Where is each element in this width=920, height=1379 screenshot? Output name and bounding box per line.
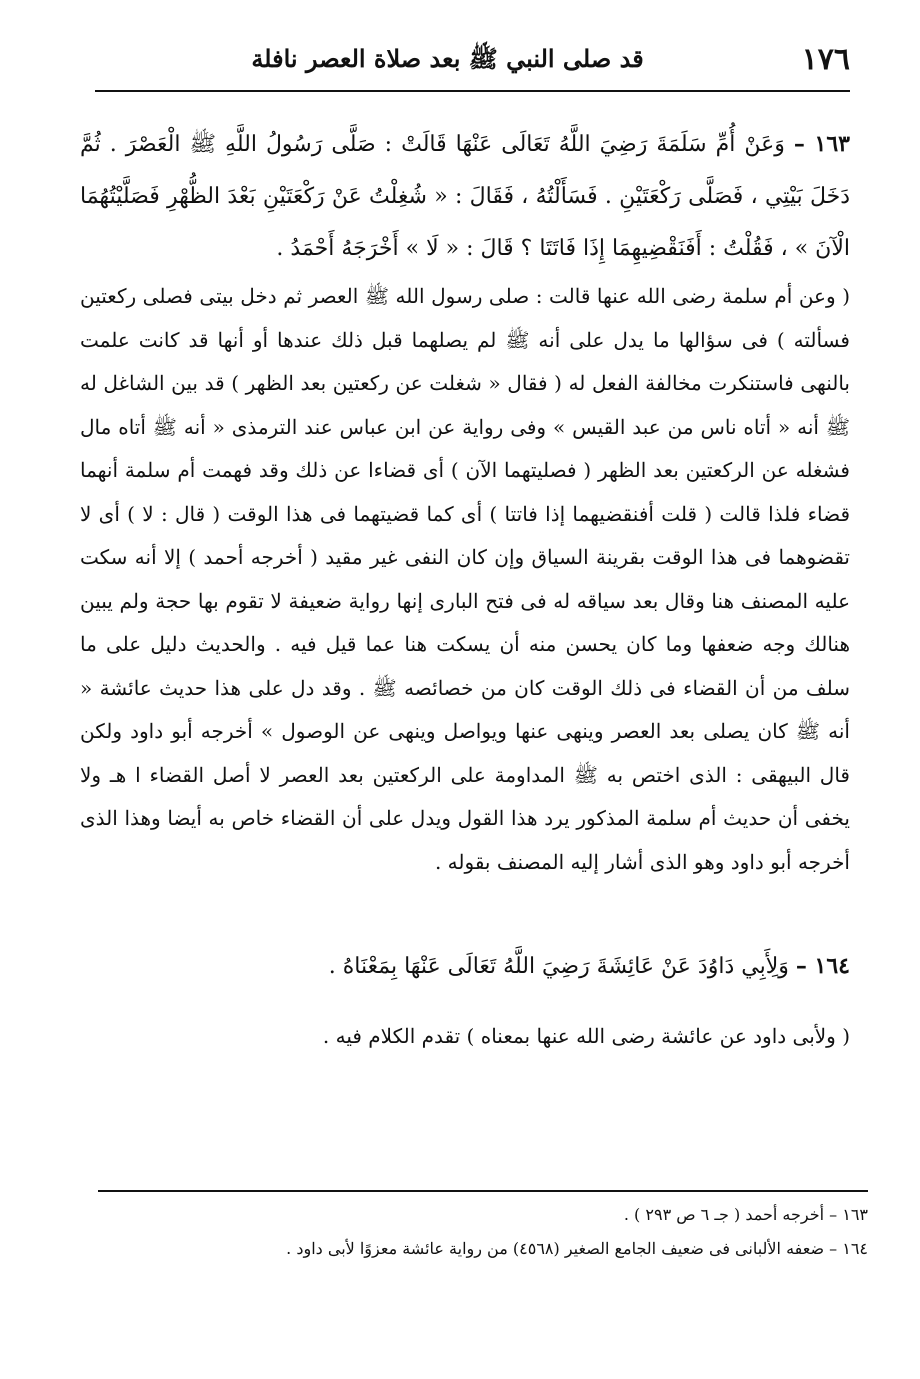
hadith-number: ١٦٣ – (793, 131, 850, 157)
hadith-text: وَعَنْ أُمِّ سَلَمَةَ رَضِيَ اللَّهُ تَعَالَى عَنْهَا قَالَتْ : صَلَّى رَسُولُ اللَّهِ ﷺ الْعَصْرَ . ثُمَّ دَخَلَ بَيْتِي ، فَصَلَّى رَكْعَتَيْنِ . فَسَأَلْتُهُ ، فَقَالَ : « شُغِلْتُ عَنْ رَكْعَتَيْنِ بَعْدَ الظُّهْرِ فَصَلَّيْتُهُمَا الْآنَ » ، فَقُلْتُ : أَفَنَقْضِيهِمَا إِذَا فَاتَتَا ؟ قَالَ : « لَا » أَخْرَجَهُ أَحْمَدُ . (80, 132, 850, 261)
footnote-divider (98, 1190, 868, 1192)
hadith-number: ١٦٤ – (795, 953, 850, 979)
footnote-163: ١٦٣ – أخرجه أحمد ( جـ ٦ ص ٢٩٣ ) . (623, 1205, 868, 1224)
commentary-163: ( وعن أم سلمة رضى الله عنها قالت : صلى رسول الله ﷺ العصر ثم دخل بيتى فصلى ركعتين فسألته ) فى سؤالها ما يدل على أنه ﷺ لم يصلهما قبل ذلك عندها أو أنها قد كانت علمت بالنهى فاستنكرت مخالفة الفعل له ( فقال « شغلت عن ركعتين بعد الظهر ) قد بين الشاغل له ﷺ أنه « أتاه ناس من عبد القيس » وفى رواية عن ابن عباس عند الترمذى « أنه ﷺ أتاه مال فشغله عن الركعتين بعد الظهر ( فصليتهما الآن ) أى قضاءا عن ذلك وقد فهمت أم سلمة أنهما قضاء فلذا قالت ( قلت أفنقضيهما إذا فاتتا ) أى كما قضيتهما فى هذا الوقت ( قال : لا ) أى لا تقضوهما فى هذا الوقت بقرينة السياق وإن كان النفى غير مقيد ( أخرجه أحمد ) إلا أنه سكت عليه المصنف هنا وقال بعد سياقه له فى فتح البارى إنها رواية ضعيفة لا تقوم بها حجة ولم يبين هنالك وجه ضعفها وما كان يحسن منه أن يسكت هنا عما قيل فيه . والحديث دليل على ما سلف من أن القضاء فى ذلك الوقت كان من خصائصه ﷺ . وقد دل على هذا حديث عائشة « أنه ﷺ كان يصلى بعد العصر وينهى عنها ويواصل وينهى عن الوصول » أخرجه أبو داود ولكن قال البيهقى : الذى اختص به ﷺ المداومة على الركعتين بعد العصر لا أصل القضاء ا هـ ولا يخفى أن حديث أم سلمة المذكور يرد هذا القول ويدل على أن القضاء خاص به أيضا وهذا الذى أخرجه أبو داود وهو الذى أشار إليه المصنف بقوله . (80, 284, 851, 874)
page-number: ١٧٦ (801, 42, 850, 77)
footnotes (98, 1198, 868, 1266)
page-header (95, 28, 850, 92)
hadith-text: وَلِأَبِي دَاوُدَ عَنْ عَائِشَةَ رَضِيَ اللَّهُ تَعَالَى عَنْهَا بِمَعْنَاهُ . (328, 954, 789, 979)
footnote-164: ١٦٤ – ضعفه الألبانى فى ضعيف الجامع الصغير (٤٥٦٨) من رواية عائشة معزوًا لأبى داود . (286, 1239, 868, 1258)
running-title: قد صلى النبي ﷺ بعد صلاة العصر نافلة (251, 44, 644, 73)
commentary-164: ( ولأبى داود عن عائشة رضى الله عنها بمعناه ) تقدم الكلام فيه . (322, 1024, 850, 1048)
hadith-163 (80, 118, 850, 275)
hadith-164 (80, 940, 850, 993)
